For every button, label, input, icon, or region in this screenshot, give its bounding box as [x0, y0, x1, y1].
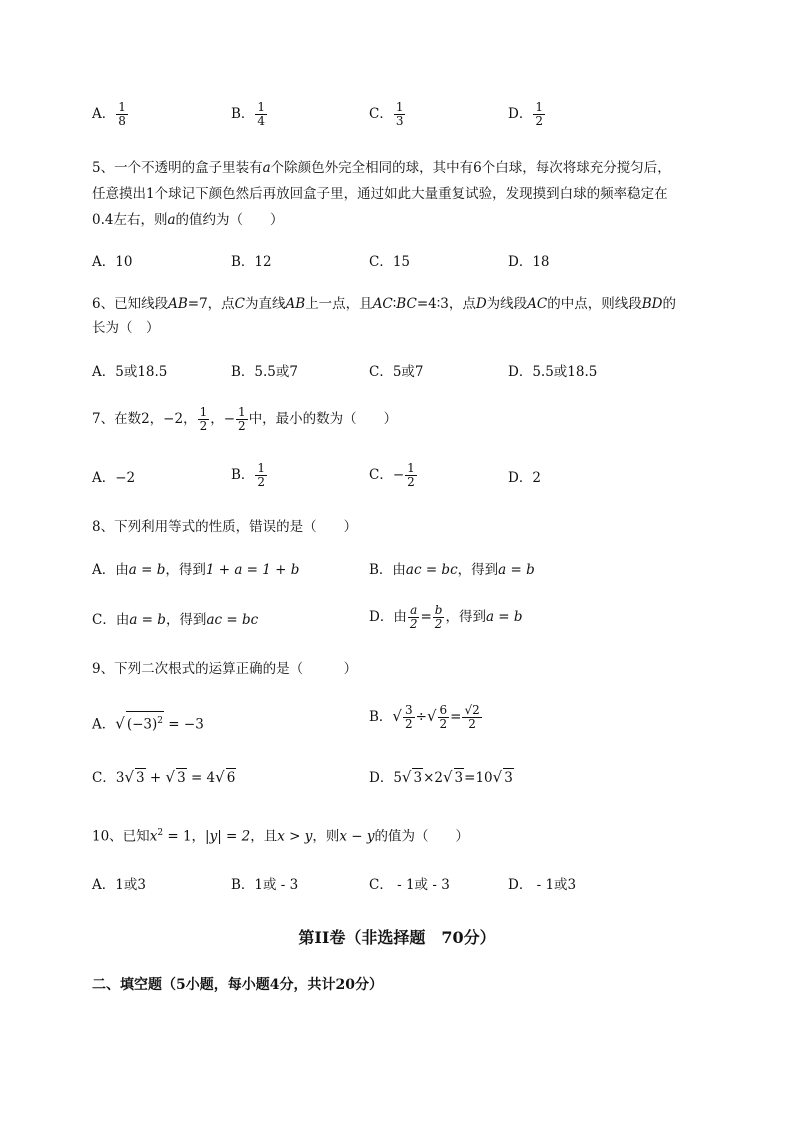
q4-option-b: B． $\frac{1}{4}$ [231, 100, 266, 128]
q10-stem: 10、已知$x^2 = 1$，|y| = 2，且x > y，则x − y的值为（ ） [92, 828, 470, 845]
q7-option-c: C．− $\frac{1}{2}$ [369, 461, 415, 489]
part-2-heading: 第II卷（非选择题 70分） [298, 928, 496, 947]
q4-option-c: C． $\frac{1}{3}$ [369, 100, 404, 128]
fraction: $\frac{1}{3}$ [395, 100, 404, 128]
q6-stem-line2: 长为（ ） [92, 320, 160, 336]
q7-option-a: A．−2 [92, 470, 136, 486]
q9-stem: 9、下列二次根式的运算正确的是（ ） [92, 661, 358, 677]
q6-option-b: B．5.5或7 [231, 364, 298, 380]
fraction: $\frac{1}{4}$ [257, 100, 266, 128]
q9-option-b: B．√ $\frac{3}{2}$ ÷√ $\frac{6}{2}$ = $\frac{√2}{2}$ [369, 703, 480, 731]
q8-stem: 8、下列利用等式的性质，错误的是（ ） [92, 519, 358, 535]
q6-stem-line1: 6、已知线段AB=7，点C为直线AB上一点，且AC∶BC=4∶3，点D为线段AC的中点，则线段BD的 [92, 296, 676, 312]
q9-option-d: D．5√ 3×2√ 3=10√ 3 [369, 768, 513, 786]
q8-option-d: D．由 $\frac{a}{2}$ = $\frac{b}{2}$ ，得到a = b [369, 603, 523, 631]
q4-option-d: D． $\frac{1}{2}$ [508, 100, 543, 128]
q5-option-d: D．18 [508, 254, 550, 270]
q5-stem-line2: 任意摸出1个球记下颜色然后再放回盒子里，通过如此大量重复试验，发现摸到白球的频率稳定在 [92, 186, 668, 202]
q8-option-b: B．由ac = bc，得到a = b [369, 562, 535, 578]
q9-option-a: A．√ $(-3)^2 = -3$ [92, 711, 204, 734]
section-fill-in-heading: 二、填空题（5小题，每小题4分，共计20分） [92, 977, 383, 993]
q8-option-a: A．由a = b，得到1 + a = 1 + b [92, 562, 300, 578]
q7-option-b: B． $\frac{1}{2}$ [231, 461, 266, 489]
q4-option-a: A． $\frac{1}{8}$ [92, 100, 126, 128]
fraction: $\frac{1}{2}$ [535, 100, 543, 128]
q7-stem: 7、在数2，−2， $\frac{1}{2}$ ，− $\frac{1}{2}$ 中，最小的数为（ ） [92, 405, 398, 433]
q8-option-c: C．由a = b，得到ac = bc [92, 612, 259, 628]
q10-option-d: D． - 1或3 [508, 877, 577, 893]
q6-option-a: A．5或18.5 [92, 364, 168, 380]
q10-option-b: B．1或 - 3 [231, 877, 299, 893]
q10-option-a: A．1或3 [92, 877, 146, 893]
q5-option-c: C．15 [369, 254, 411, 270]
q7-option-d: D．2 [508, 470, 541, 486]
q5-option-b: B．12 [231, 254, 272, 270]
q6-option-d: D．5.5或18.5 [508, 364, 598, 380]
q10-option-c: C． - 1或 - 3 [369, 877, 450, 893]
q5-stem-line3: 0.4左右，则a的值约为（ ） [92, 212, 284, 228]
q5-option-a: A．10 [92, 254, 133, 270]
q5-stem-line1: 5、一个不透明的盒子里装有a个除颜色外完全相同的球，其中有6个白球，每次将球充分搅匀后， [92, 160, 671, 176]
q6-option-c: C．5或7 [369, 364, 424, 380]
fraction: $\frac{1}{8}$ [118, 100, 126, 128]
q9-option-c: C．3√ 3 + √ 3 = 4√ 6 [92, 768, 236, 786]
